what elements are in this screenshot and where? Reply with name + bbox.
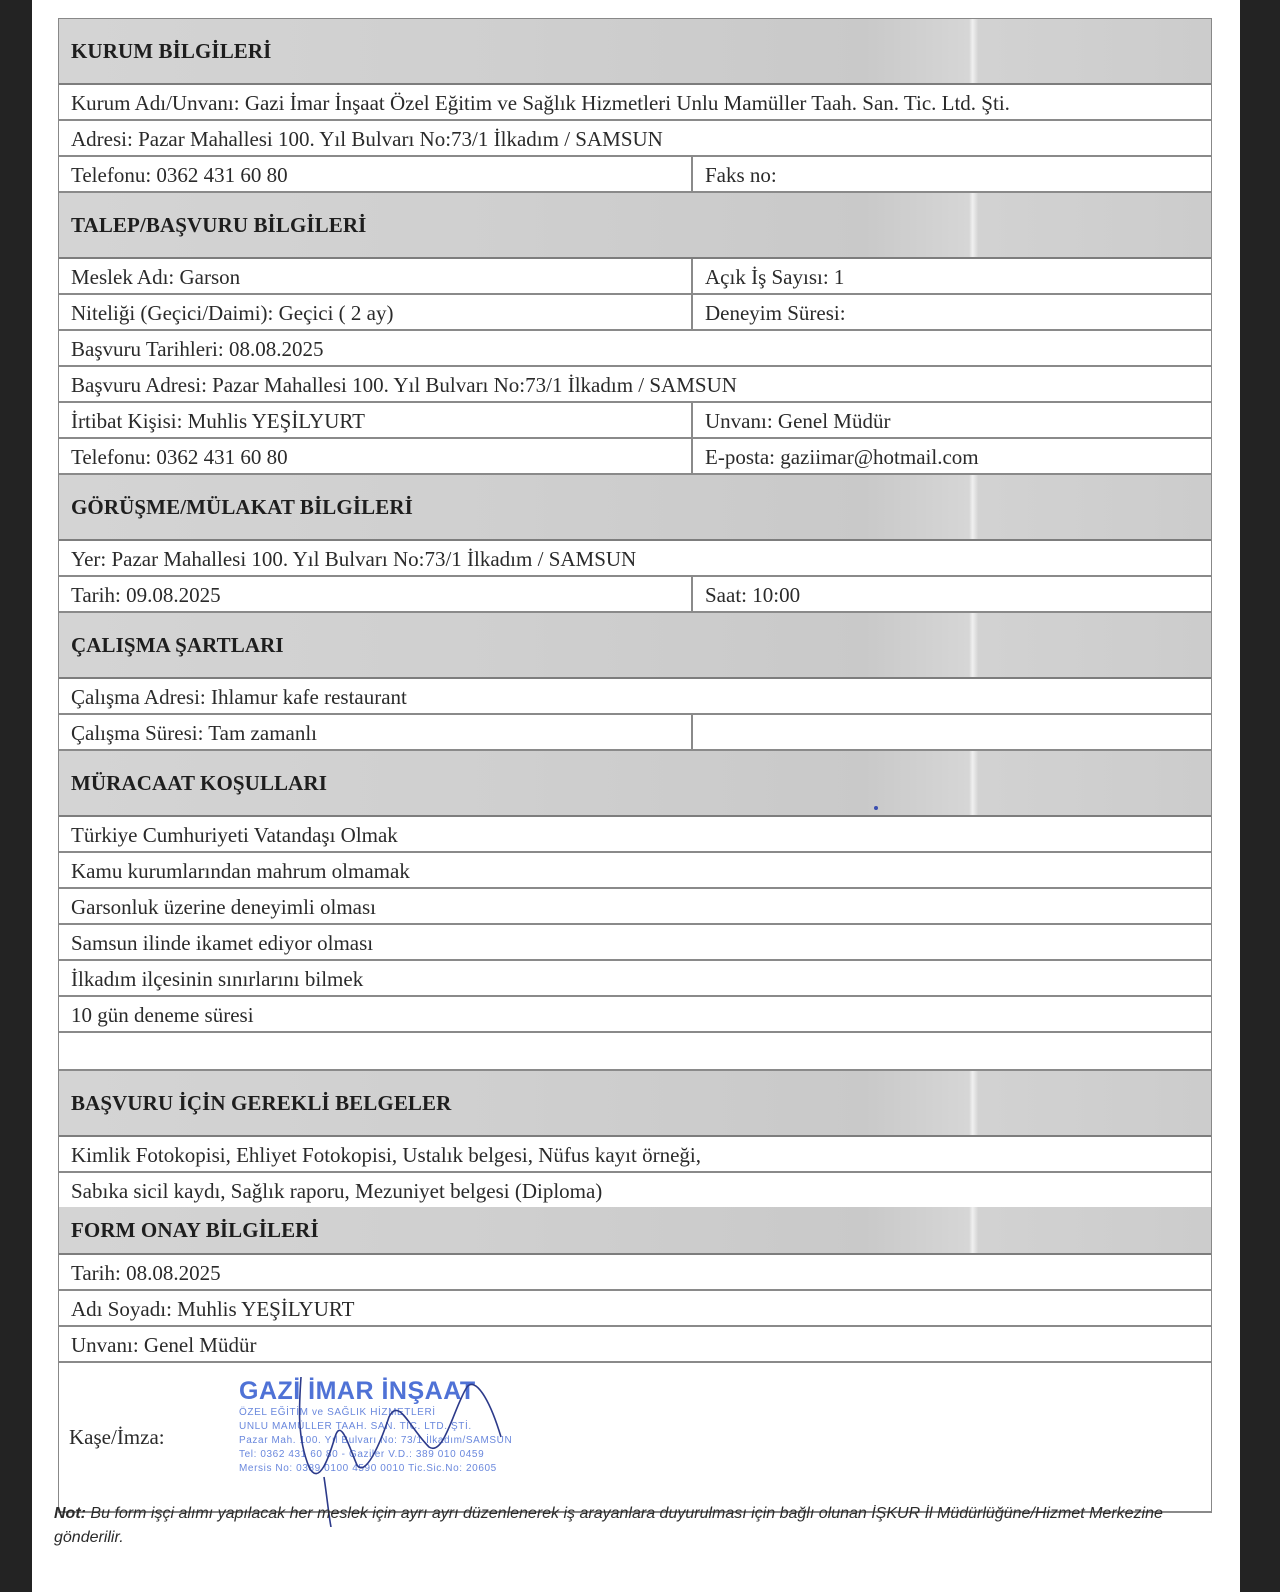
company-stamp (239, 1377, 519, 1497)
stamp-line: Tel: 0362 431 60 80 - Gaziler V.D.: 389 010 0459 (239, 1449, 485, 1460)
row-calisma-sure (59, 715, 1211, 751)
field-kurum-adres: Adresi: Pazar Mahallesi 100. Yıl Bulvarı No:73/1 İlkadım / SAMSUN (71, 127, 663, 151)
row-talep-telefon (59, 439, 1211, 475)
field-eposta: E-posta: gaziimar@hotmail.com (705, 445, 979, 469)
field-onay-unvan: Unvanı: Genel Müdür (71, 1333, 257, 1357)
section-header-kurum: KURUM BİLGİLERİ (59, 19, 1211, 85)
field-kurum-adi: Kurum Adı/Unvanı: Gazi İmar İnşaat Özel Eğitim ve Sağlık Hizmetleri Unlu Mamüller Taah. San. Tic. Ltd. Şti. (71, 91, 1010, 115)
field-meslek: Meslek Adı: Garson (59, 259, 693, 293)
stamp-line: Mersis No: 0389 0100 4590 0010 Tic.Sic.No: 20605 (239, 1463, 497, 1474)
field-gorusme-tarih: Tarih: 09.08.2025 (59, 577, 693, 611)
footer-note (54, 1502, 1174, 1550)
section-header-gorusme: GÖRÜŞME/MÜLAKAT BİLGİLERİ (59, 475, 1211, 541)
section-header-onay: FORM ONAY BİLGİLERİ (59, 1207, 1211, 1255)
field-onay-tarih: Tarih: 08.08.2025 (71, 1261, 221, 1285)
stamp-title: GAZİ İMAR İNŞAAT (239, 1377, 476, 1405)
row-irtibat (59, 403, 1211, 439)
condition-text: Kamu kurumlarından mahrum olmamak (71, 859, 410, 883)
condition-text: Samsun ilinde ikamet ediyor olması (71, 931, 374, 955)
field-basvuru-tarih: Başvuru Tarihleri: 08.08.2025 (71, 337, 324, 361)
field-gorusme-yer: Yer: Pazar Mahallesi 100. Yıl Bulvarı No:73/1 İlkadım / SAMSUN (71, 547, 637, 571)
empty-row (59, 1033, 1211, 1071)
section-header-belgeler: BAŞVURU İÇİN GEREKLİ BELGELER (59, 1071, 1211, 1137)
row-kurum-adi (59, 85, 1211, 121)
condition-text: Türkiye Cumhuriyeti Vatandaşı Olmak (71, 823, 398, 847)
row-basvuru-tarih (59, 331, 1211, 367)
field-deneyim: Deneyim Süresi: (705, 301, 846, 325)
row-onay-adi (59, 1291, 1211, 1327)
note-text: Bu form işçi alımı yapılacak her meslek için ayrı ayrı düzenlenerek iş arayanlara duyurulması için bağlı olunan İŞKUR İl Müdürlüğüne/Hizmet Merkezine gönderilir. (54, 1505, 1163, 1546)
row-meslek (59, 259, 1211, 295)
field-unvan: Unvanı: Genel Müdür (705, 409, 891, 433)
field-basvuru-adres: Başvuru Adresi: Pazar Mahallesi 100. Yıl Bulvarı No:73/1 İlkadım / SAMSUN (71, 373, 737, 397)
list-item-muracaat (59, 997, 1211, 1033)
row-belgeler-1 (59, 1137, 1211, 1173)
row-gorusme-tarih (59, 577, 1211, 613)
field-irtibat: İrtibat Kişisi: Muhlis YEŞİLYURT (59, 403, 693, 437)
section-header-talep: TALEP/BAŞVURU BİLGİLERİ (59, 193, 1211, 259)
field-gorusme-saat: Saat: 10:00 (705, 583, 801, 607)
field-onay-adi-soyadi: Adı Soyadı: Muhlis YEŞİLYURT (71, 1297, 355, 1321)
stamp-line: ÖZEL EĞİTİM ve SAĞLIK HİZMETLERİ (239, 1407, 436, 1418)
row-kurum-telefon (59, 157, 1211, 193)
section-header-calisma: ÇALIŞMA ŞARTLARI (59, 613, 1211, 679)
row-onay-tarih (59, 1255, 1211, 1291)
condition-text: 10 gün deneme süresi (71, 1003, 254, 1027)
field-calisma-adres: Çalışma Adresi: Ihlamur kafe restaurant (71, 685, 407, 709)
field-kurum-telefon: Telefonu: 0362 431 60 80 (59, 157, 693, 191)
list-item-muracaat (59, 889, 1211, 925)
employer-request-form (58, 18, 1212, 1513)
stamp-line: Pazar Mah. 100. Yıl Bulvarı No: 73/1 İlkadım/SAMSUN (239, 1435, 513, 1446)
row-basvuru-adres (59, 367, 1211, 403)
field-nitelik: Niteliği (Geçici/Daimi): Geçici ( 2 ay) (59, 295, 693, 329)
field-calisma-saatleri (693, 715, 1211, 749)
field-talep-telefon: Telefonu: 0362 431 60 80 (59, 439, 693, 473)
field-acik-is: Açık İş Sayısı: 1 (705, 265, 845, 289)
list-item-muracaat (59, 817, 1211, 853)
row-calisma-adres (59, 679, 1211, 715)
signature-label: Kaşe/İmza: (69, 1425, 165, 1449)
condition-text: Garsonluk üzerine deneyimli olması (71, 895, 377, 919)
stamp-line: UNLU MAMÜLLER TAAH. SAN. TİC. LTD. ŞTİ. (239, 1421, 472, 1432)
list-item-muracaat (59, 853, 1211, 889)
documents-line-2: Sabıka sicil kaydı, Sağlık raporu, Mezuniyet belgesi (Diploma) (71, 1179, 603, 1203)
documents-line-1: Kimlik Fotokopisi, Ehliyet Fotokopisi, Ustalık belgesi, Nüfus kayıt örneği, (71, 1143, 701, 1167)
row-nitelik (59, 295, 1211, 331)
field-calisma-sure: Çalışma Süresi: Tam zamanlı (59, 715, 693, 749)
row-kurum-adres (59, 121, 1211, 157)
condition-text: İlkadım ilçesinin sınırlarını bilmek (71, 967, 364, 991)
row-gorusme-yer (59, 541, 1211, 577)
list-item-muracaat (59, 925, 1211, 961)
note-label: Not: (54, 1505, 86, 1522)
section-header-muracaat: MÜRACAAT KOŞULLARI (59, 751, 1211, 817)
field-kurum-faks: Faks no: (705, 163, 777, 187)
row-belgeler-2 (59, 1173, 1211, 1207)
list-item-muracaat (59, 961, 1211, 997)
document-page (32, 0, 1240, 1592)
ink-speck (874, 806, 878, 810)
row-onay-unvan (59, 1327, 1211, 1363)
row-signature (59, 1363, 1211, 1513)
